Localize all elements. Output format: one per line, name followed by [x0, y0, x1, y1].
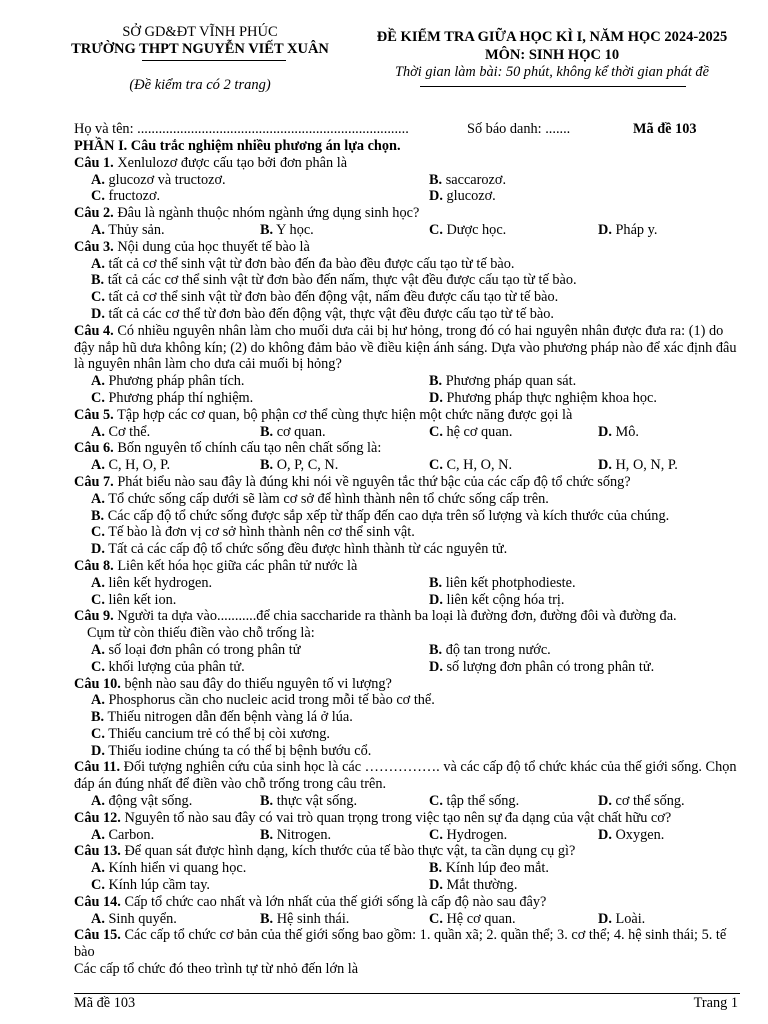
option-text: cơ thể sống.	[615, 793, 685, 810]
option-letter: A.	[91, 910, 105, 927]
option-text: fructozơ.	[108, 188, 161, 205]
answer-options	[74, 256, 740, 323]
answer-option	[429, 424, 598, 441]
option-text: động vật sống.	[108, 793, 193, 810]
answer-option	[91, 793, 260, 810]
answer-option	[91, 642, 429, 659]
option-letter: C.	[91, 658, 105, 675]
question-number: Câu 8.	[74, 557, 114, 574]
answer-option	[429, 592, 740, 609]
option-text: glucozơ và tructozơ.	[108, 171, 226, 188]
question-number: Câu 11.	[74, 759, 121, 776]
option-text: cơ quan.	[276, 423, 326, 440]
question-number: Câu 4.	[74, 322, 114, 339]
answer-option	[429, 172, 740, 189]
answer-option	[91, 911, 260, 928]
option-letter: C.	[429, 793, 443, 810]
question	[74, 927, 740, 977]
option-letter: C.	[91, 524, 105, 541]
option-letter: D.	[91, 541, 105, 558]
answer-option	[429, 827, 598, 844]
option-letter: B.	[260, 457, 274, 474]
option-letter: B.	[429, 373, 443, 390]
option-letter: A.	[91, 255, 105, 272]
option-letter: C.	[429, 221, 443, 238]
answer-options	[74, 172, 740, 206]
option-letter: B.	[91, 709, 105, 726]
answer-options	[74, 860, 740, 894]
option-letter: C.	[91, 725, 105, 742]
option-letter: C.	[91, 188, 105, 205]
option-letter: B.	[260, 221, 274, 238]
footer-divider	[74, 993, 740, 994]
option-text: Loài.	[615, 910, 646, 927]
exam-code: Mã đề 103	[633, 121, 697, 137]
question	[74, 239, 740, 323]
option-letter: B.	[429, 641, 443, 658]
question-text	[74, 155, 740, 172]
question-number: Câu 1.	[74, 154, 114, 171]
answer-option	[91, 188, 429, 205]
question-stem: Nguyên tố nào sau đây có vai trò quan trọng trong việc tạo nên sự đa dạng của vật chất hữu cơ?	[124, 809, 672, 826]
answer-option	[429, 222, 598, 239]
answer-option	[260, 222, 429, 239]
option-letter: D.	[429, 591, 443, 608]
option-text: liên kết ion.	[108, 591, 177, 608]
answer-option	[91, 709, 740, 726]
option-text: Kính lúp cầm tay.	[108, 877, 210, 894]
option-text: thực vật sống.	[276, 793, 358, 810]
question-stem: Cấp tổ chức cao nhất và lớn nhất của thế giới sống là cấp độ nào sau đây?	[124, 893, 547, 910]
option-text: C, H, O, N.	[446, 457, 513, 474]
option-letter: B.	[429, 171, 443, 188]
answer-options	[74, 491, 740, 558]
question-number: Câu 9.	[74, 608, 114, 625]
option-letter: D.	[598, 793, 612, 810]
option-text: Phosphorus cần cho nucleic acid trong mỗi tế bào cơ thể.	[108, 692, 435, 709]
answer-options	[74, 575, 740, 609]
question-number: Câu 14.	[74, 893, 121, 910]
option-text: Cơ thể.	[108, 423, 151, 440]
answer-options	[74, 222, 740, 239]
answer-option	[429, 373, 740, 390]
answer-option	[429, 860, 740, 877]
option-letter: D.	[429, 877, 443, 894]
question	[74, 759, 740, 809]
question-stem: Xenlulozơ được cấu tạo bởi đơn phân là	[117, 154, 348, 171]
question-stem: bệnh nào sau đây do thiếu nguyên tố vi lượng?	[124, 675, 392, 692]
option-letter: B.	[260, 423, 274, 440]
question-text	[74, 894, 740, 911]
question	[74, 843, 740, 893]
exam-subject: MÔN: SINH HỌC 10	[484, 47, 620, 63]
question	[74, 608, 740, 675]
option-text: Dược học.	[446, 221, 507, 238]
answer-options	[74, 692, 740, 759]
option-letter: B.	[260, 826, 274, 843]
answer-option	[91, 827, 260, 844]
answer-option	[91, 743, 740, 760]
option-letter: C.	[91, 591, 105, 608]
question	[74, 440, 740, 474]
question-number: Câu 12.	[74, 809, 121, 826]
question-number: Câu 5.	[74, 406, 114, 423]
question	[74, 474, 740, 558]
option-text: tất cả các cơ thể sinh vật từ đơn bào đến nấm, thực vật đều được cấu tạo từ tế bào.	[107, 272, 577, 289]
option-text: Tất cả các cấp độ tổ chức sống đều được hình thành từ các nguyên tử.	[108, 541, 508, 558]
question-number: Câu 3.	[74, 238, 114, 255]
option-text: H, O, N, P.	[615, 457, 678, 474]
option-text: tất cả các cơ thể từ đơn bào đến động vật, thực vật đều được cấu tạo từ tế bào.	[108, 305, 554, 322]
option-text: Pháp y.	[615, 221, 658, 238]
option-text: tất cả cơ thể sinh vật từ đơn bào đến đa bào đều được cấu tạo từ tế bào.	[108, 255, 515, 272]
option-letter: D.	[91, 305, 105, 322]
option-text: C, H, O, P.	[108, 457, 171, 474]
answer-options	[74, 793, 740, 810]
answer-options	[74, 642, 740, 676]
option-text: Thiếu iodine chúng ta có thể bị bệnh bướu cổ.	[108, 742, 372, 759]
answer-option	[429, 188, 740, 205]
option-text: Sinh quyển.	[108, 910, 177, 927]
question-number: Câu 6.	[74, 440, 114, 457]
option-letter: C.	[429, 457, 443, 474]
option-text: Phương pháp quan sát.	[445, 373, 577, 390]
option-text: Carbon.	[108, 826, 155, 843]
option-text: Nitrogen.	[276, 826, 332, 843]
answer-options	[74, 827, 740, 844]
question-stem: Đối tượng nghiên cứu của sinh học là các ……………. và các cấp độ tổ chức khác của thế giới sống. Chọn đáp án đúng nhất để điền vào chỗ trống trong câu trên.	[74, 759, 737, 793]
answer-option	[91, 575, 429, 592]
option-text: Phương pháp thí nghiệm.	[108, 389, 254, 406]
option-letter: B.	[429, 860, 443, 877]
option-text: Các cấp độ tổ chức sống được sắp xếp từ thấp đến cao dựa trên số lượng và kích thước của chúng.	[107, 507, 670, 524]
answer-option	[598, 911, 740, 928]
option-text: Tổ chức sống cấp dưới sẽ làm cơ sở để hình thành nên tổ chức sống cấp trên.	[108, 490, 549, 507]
student-name-field: Họ và tên: ............................................................................	[74, 121, 409, 137]
option-letter: D.	[598, 826, 612, 843]
option-letter: C.	[91, 289, 105, 306]
option-text: độ tan trong nước.	[445, 641, 551, 658]
option-letter: B.	[260, 793, 274, 810]
department-name: SỞ GD&ĐT VĨNH PHÚC	[122, 24, 278, 40]
option-text: Phương pháp thực nghiệm khoa học.	[446, 389, 657, 406]
option-letter: D.	[598, 457, 612, 474]
answer-option	[429, 642, 740, 659]
answer-option	[598, 457, 740, 474]
option-text: O, P, C, N.	[276, 457, 339, 474]
question	[74, 558, 740, 608]
answer-option	[429, 911, 598, 928]
option-letter: A.	[91, 423, 105, 440]
question	[74, 155, 740, 205]
answer-option	[91, 222, 260, 239]
option-letter: A.	[91, 692, 105, 709]
question-stem: Người ta dựa vào...........để chia saccharide ra thành ba loại là đường đơn, đường đôi và đường đa.	[117, 608, 677, 625]
question-text	[74, 407, 740, 424]
answer-option	[91, 306, 740, 323]
answer-option	[429, 575, 740, 592]
time-note: Thời gian làm bài: 50 phút, không kể thời gian phát đề	[395, 64, 709, 80]
question-stem: Bốn nguyên tố chính cấu tạo nên chất sống là:	[117, 440, 382, 457]
answer-option	[91, 172, 429, 189]
option-letter: A.	[91, 490, 105, 507]
option-text: Hydrogen.	[446, 826, 508, 843]
option-text: tất cả cơ thể sinh vật từ đơn bào đến động vật, nấm đều được cấu tạo từ tế bào.	[108, 289, 559, 306]
question-text	[74, 608, 740, 625]
option-text: Kính hiển vi quang học.	[108, 860, 247, 877]
exam-title: ĐỀ KIỂM TRA GIỮA HỌC KÌ I, NĂM HỌC 2024-2025	[376, 29, 728, 45]
answer-option	[91, 373, 429, 390]
option-letter: C.	[91, 877, 105, 894]
option-text: Hệ cơ quan.	[446, 910, 516, 927]
answer-option	[429, 659, 740, 676]
question	[74, 407, 740, 441]
question-stem: Phát biểu nào sau đây là đúng khi nói về nguyên tắc thứ bậc của các cấp độ tổ chức sống?	[117, 473, 631, 490]
option-letter: C.	[429, 910, 443, 927]
question-number: Câu 7.	[74, 473, 114, 490]
footer-exam-code: Mã đề 103	[74, 995, 136, 1011]
option-letter: D.	[91, 742, 105, 759]
answer-option	[91, 457, 260, 474]
answer-option	[91, 860, 429, 877]
question-text	[74, 843, 740, 860]
answer-option	[91, 524, 740, 541]
answer-option	[429, 877, 740, 894]
option-text: liên kết photphodieste.	[445, 574, 576, 591]
question	[74, 676, 740, 760]
option-letter: B.	[260, 910, 274, 927]
option-letter: B.	[429, 574, 443, 591]
header-left	[60, 24, 340, 94]
question-number: Câu 2.	[74, 205, 114, 222]
option-letter: A.	[91, 221, 105, 238]
question-text	[74, 676, 740, 693]
answer-option	[260, 911, 429, 928]
question-text	[74, 759, 740, 793]
option-letter: C.	[429, 423, 443, 440]
option-text: Oxygen.	[615, 826, 665, 843]
question-text	[74, 810, 740, 827]
candidate-number-field: Số báo danh: .......	[467, 121, 571, 137]
answer-option	[260, 827, 429, 844]
option-letter: A.	[91, 457, 105, 474]
question-text	[74, 323, 740, 373]
question-subprompt: Cụm từ còn thiếu điền vào chỗ trống là:	[87, 625, 315, 642]
answer-option	[598, 827, 740, 844]
part-title: PHẦN I. Câu trắc nghiệm nhiều phương án lựa chọn.	[74, 138, 401, 154]
question-text	[74, 440, 740, 457]
question	[74, 894, 740, 928]
answer-option	[260, 424, 429, 441]
answer-option	[260, 793, 429, 810]
option-letter: C.	[91, 389, 105, 406]
option-letter: D.	[429, 188, 443, 205]
question-stem: Tập hợp các cơ quan, bộ phận cơ thể cùng thực hiện một chức năng được gọi là	[117, 406, 573, 423]
answer-option	[91, 877, 429, 894]
answer-options	[74, 424, 740, 441]
question-stem: Đâu là ngành thuộc nhóm ngành ứng dụng sinh học?	[117, 205, 420, 222]
answer-options	[74, 373, 740, 407]
answer-options	[74, 911, 740, 928]
answer-option	[91, 726, 740, 743]
header-right	[344, 28, 760, 81]
time-underline	[420, 86, 686, 87]
pages-note: (Đề kiểm tra có 2 trang)	[129, 77, 271, 93]
option-text: Phương pháp phân tích.	[108, 373, 245, 390]
answer-option	[91, 256, 740, 273]
option-letter: A.	[91, 826, 105, 843]
option-text: tập thể sống.	[446, 793, 520, 810]
option-text: liên kết cộng hóa trị.	[446, 591, 565, 608]
answer-option	[91, 289, 740, 306]
option-text: glucozơ.	[446, 188, 496, 205]
option-text: Thủy sản.	[108, 221, 165, 238]
identity-row	[74, 121, 740, 138]
answer-option	[429, 390, 740, 407]
option-letter: C.	[429, 826, 443, 843]
option-letter: A.	[91, 641, 105, 658]
option-text: Thiếu nitrogen dẫn đến bệnh vàng lá ở lúa.	[107, 709, 353, 726]
question-text	[74, 205, 740, 222]
option-letter: A.	[91, 793, 105, 810]
question-stem: Các cấp tổ chức cơ bản của thế giới sống bao gồm: 1. quần xã; 2. quần thể; 3. cơ thể; 4. hệ sinh thái; 5. tế bào	[74, 927, 727, 961]
school-underline	[142, 60, 286, 61]
question-stem: Để quan sát được hình dạng, kích thước của tế bào thực vật, ta cần dụng cụ gì?	[124, 843, 576, 860]
answer-option	[91, 491, 740, 508]
option-text: hệ cơ quan.	[446, 423, 513, 440]
option-text: Hệ sinh thái.	[276, 910, 350, 927]
option-text: Tế bào là đơn vị cơ sở hình thành nên cơ thể sinh vật.	[108, 524, 415, 541]
option-letter: A.	[91, 373, 105, 390]
option-letter: D.	[429, 389, 443, 406]
answer-option	[91, 592, 429, 609]
answer-option	[91, 272, 740, 289]
option-text: liên kết hydrogen.	[108, 574, 213, 591]
answer-option	[91, 692, 740, 709]
answer-option	[91, 541, 740, 558]
answer-option	[598, 424, 740, 441]
answer-option	[429, 457, 598, 474]
question-text	[74, 558, 740, 575]
answer-option	[91, 508, 740, 525]
option-letter: A.	[91, 574, 105, 591]
question-text	[74, 239, 740, 256]
option-text: số lượng đơn phân có trong phân tử.	[446, 658, 655, 675]
question-followup: Các cấp tổ chức đó theo trình tự từ nhỏ đến lớn là	[74, 961, 359, 978]
answer-option	[91, 390, 429, 407]
option-text: Mô.	[615, 423, 639, 440]
option-letter: A.	[91, 171, 105, 188]
school-name: TRƯỜNG THPT NGUYỄN VIẾT XUÂN	[71, 41, 329, 57]
option-text: Y học.	[276, 221, 314, 238]
option-text: khối lượng của phân tử.	[108, 658, 245, 675]
question	[74, 205, 740, 239]
option-letter: B.	[91, 272, 105, 289]
exam-content	[74, 121, 740, 978]
answer-option	[260, 457, 429, 474]
answer-option	[91, 424, 260, 441]
option-letter: D.	[598, 221, 612, 238]
question-stem: Liên kết hóa học giữa các phân tử nước là	[117, 557, 358, 574]
question	[74, 810, 740, 844]
option-letter: D.	[429, 658, 443, 675]
answer-option	[429, 793, 598, 810]
answer-option	[598, 793, 740, 810]
question-number: Câu 15.	[74, 927, 121, 944]
option-letter: D.	[598, 423, 612, 440]
question-list	[74, 155, 740, 978]
question-stem: Có nhiều nguyên nhân làm cho muối dưa cải bị hư hỏng, trong đó có hai nguyên nhân được đưa ra: (1) do đậy nắp hũ dưa không kín; (2) do không đảm bảo về điều kiện ánh sáng. Dựa vào phương pháp nào để xác định đâu là nguyên nhân làm cho dưa cải muối bị hỏng?	[74, 322, 737, 373]
question-text	[74, 474, 740, 491]
option-letter: D.	[598, 910, 612, 927]
question-number: Câu 10.	[74, 675, 121, 692]
question-number: Câu 13.	[74, 843, 121, 860]
option-text: saccarozơ.	[445, 171, 507, 188]
option-letter: A.	[91, 860, 105, 877]
question	[74, 323, 740, 407]
option-text: Mắt thường.	[446, 877, 518, 894]
answer-option	[598, 222, 740, 239]
footer-page-number: Trang 1	[693, 995, 738, 1011]
question-stem: Nội dung của học thuyết tế bào là	[117, 238, 310, 255]
option-letter: B.	[91, 507, 105, 524]
option-text: Thiếu cancium trẻ có thể bị còi xương.	[108, 725, 330, 742]
option-text: Kính lúp đeo mắt.	[445, 860, 549, 877]
option-text: số loại đơn phân có trong phân tử	[108, 641, 301, 658]
answer-options	[74, 457, 740, 474]
question-text	[74, 927, 740, 961]
answer-option	[91, 659, 429, 676]
